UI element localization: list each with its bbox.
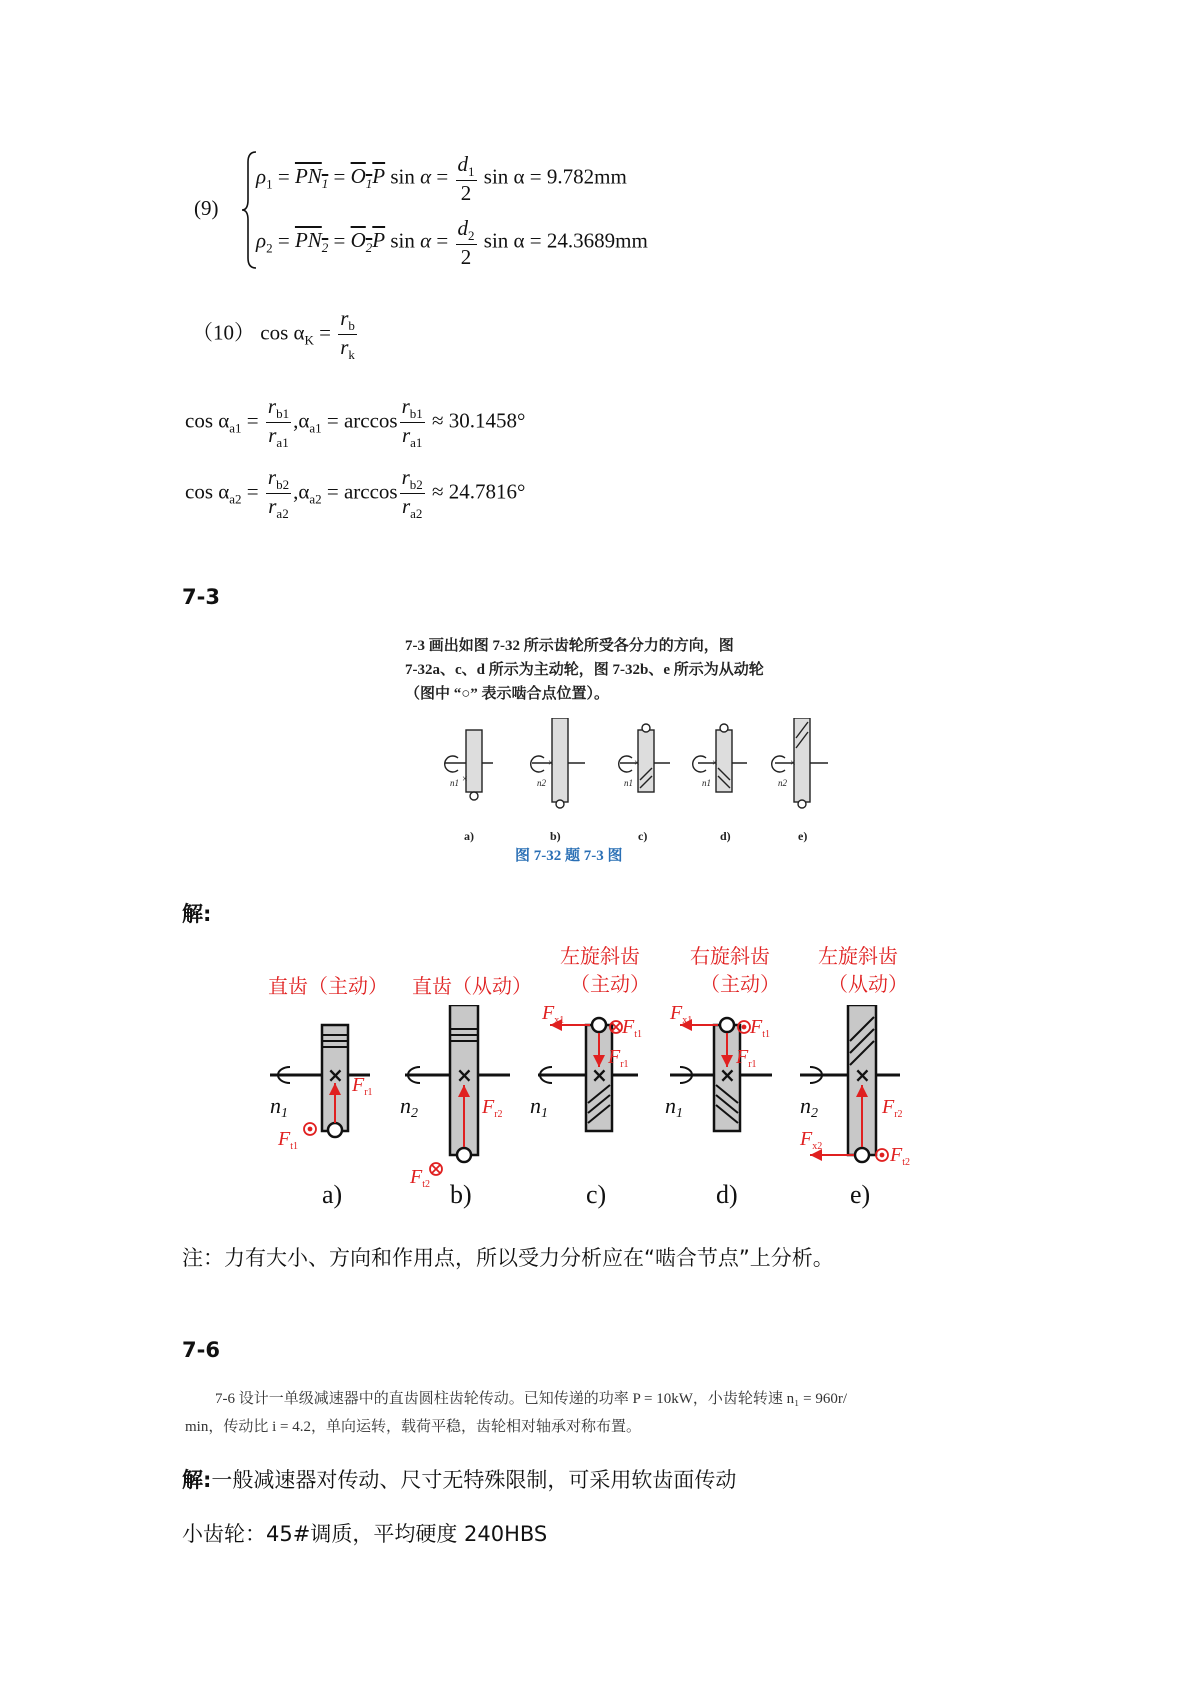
eq9-row1: $\rho_1 = PN_1 = O_1P$ sin α = $\frac{d_1}{2}$ sin α = 9.782mm: [256, 152, 627, 206]
section-7-6-heading: 7-6: [182, 1338, 220, 1362]
problem-7-3-n-a: n1: [450, 778, 459, 788]
eq9-row2: $\rho_2 = PN_2 = O_2P$ sin α = $\frac{d_2}{2}$ sin α = 24.3689mm: [256, 216, 648, 270]
problem-7-3-caption: 图 7-32 题 7-3 图: [515, 848, 623, 864]
svg-text:Ft2: $F_{t2}$: [890, 1144, 910, 1168]
title-a: 直齿（主动）: [268, 974, 388, 998]
svg-text:×: ×: [548, 758, 554, 769]
problem-7-3-n-e: n2: [778, 778, 787, 788]
svg-text:×: ×: [462, 774, 468, 785]
svg-text:Fx1: $F_{x1}$: [542, 1005, 565, 1026]
svg-text:Ft2: $F_{t2}$: [410, 1166, 430, 1190]
svg-text:n2: n2: [800, 1093, 818, 1121]
problem-7-3-scan: [380, 628, 850, 868]
title-b: 直齿（从动）: [412, 974, 532, 998]
solution-sublabel-e: e): [850, 1180, 871, 1209]
solution-sublabels: [260, 1180, 940, 1214]
section-7-3-heading: 7-3: [182, 585, 220, 609]
solution-7-6-text: 一般减速器对传动、尺寸无特殊限制，可采用软齿面传动: [211, 1468, 737, 1492]
svg-text:n1: n1: [665, 1093, 683, 1121]
solution-sublabel-b: b): [450, 1180, 472, 1209]
problem-7-3-n-d: n1: [702, 778, 711, 788]
svg-text:×: ×: [712, 758, 718, 769]
problem-7-3-sublabel-e: e): [798, 829, 808, 843]
solution-7-6-label: 解:: [182, 1468, 212, 1492]
title-c-2: （主动）: [570, 972, 650, 996]
svg-text:×: ×: [456, 1063, 473, 1087]
svg-text:×: ×: [854, 1063, 871, 1087]
title-c: 左旋斜齿: [560, 944, 640, 968]
title-d: 右旋斜齿: [690, 944, 770, 968]
solution-label: 解:: [182, 902, 212, 926]
solution-7-6: [182, 1464, 736, 1494]
svg-text:×: ×: [327, 1063, 344, 1087]
problem-7-3-sublabel-c: c): [638, 829, 648, 843]
problem-7-3-n-c: n1: [624, 778, 633, 788]
svg-text:Fx1: $F_{x1}$: [670, 1005, 693, 1026]
note-text: 注：力有大小、方向和作用点，所以受力分析应在“啮合节点”上分析。: [182, 1246, 834, 1270]
problem-7-3-n-b: n2: [537, 778, 546, 788]
svg-text:×: ×: [790, 758, 796, 769]
svg-text:Fr1: $F_{r1}$: [352, 1074, 373, 1098]
solution-sublabel-c: c): [586, 1180, 607, 1209]
svg-text:Fr1: $F_{r1}$: [736, 1046, 757, 1070]
svg-text:×: ×: [634, 758, 640, 769]
svg-text:Fr1: $F_{r1}$: [608, 1046, 629, 1070]
problem-7-3-gear-diagram: [380, 718, 850, 843]
eq-alpha-a1: $\cos \alpha_{a1}$ = $\frac{r_{b1}}{r_{a1}}$ $,\alpha_{a1} = \arccos$ $\frac{r_{b1}}{r_{a1}}$ ≈ 30.1458°: [185, 394, 526, 451]
solution-figure-titles: [260, 938, 940, 1008]
svg-text:Fx2: $F_{x2}$: [800, 1128, 823, 1152]
svg-text:Fr2: $F_{r2}$: [882, 1096, 903, 1120]
problem-7-3-sublabel-a: a): [464, 829, 474, 843]
problem-7-3-sublabel-b: b): [550, 829, 561, 843]
problem-7-3-line2: 7-32a、c、d 所示为主动轮，图 7-32b、e 所示为从动轮: [405, 662, 764, 678]
svg-text:Ft1: $F_{t1}$: [278, 1128, 298, 1152]
svg-text:Ft1: $F_{t1}$: [622, 1016, 642, 1040]
svg-text:n2: n2: [400, 1093, 418, 1121]
problem-7-6-line1: 7-6 设计一单级减速器中的直齿圆柱齿轮传动。已知传递的功率 P = 10kW，小齿轮转速 n₁ = 960r/: [215, 1391, 848, 1407]
svg-text:n1: n1: [530, 1093, 548, 1121]
problem-7-6-line2: min，传动比 i = 4.2，单向运转，载荷平稳，齿轮相对轴承对称布置。: [185, 1419, 641, 1435]
problem-7-3-line1: 7-3 画出如图 7-32 所示齿轮所受各分力的方向，图: [405, 638, 734, 654]
solution-sublabel-a: a): [322, 1180, 343, 1209]
title-e: 左旋斜齿: [818, 944, 898, 968]
eq10: （10） $\cos \alpha_K$ = $\frac{r_b}{r_k}$: [192, 306, 355, 363]
pinion-material: 小齿轮：45#调质，平均硬度 240HBS: [182, 1522, 548, 1546]
svg-text:×: ×: [591, 1063, 608, 1087]
solution-gear-diagram: [260, 1005, 940, 1205]
svg-text:n1: n1: [270, 1093, 288, 1121]
title-d-2: （主动）: [700, 972, 780, 996]
title-e-2: （从动）: [828, 972, 908, 996]
problem-7-3-sublabel-d: d): [720, 829, 731, 843]
problem-7-6-scan: [185, 1383, 1005, 1443]
problem-7-3-line3: （图中 “○” 表示啮合点位置）。: [405, 686, 610, 702]
eq-alpha-a2: $\cos \alpha_{a2}$ = $\frac{r_{b2}}{r_{a2}}$ $,\alpha_{a2} = \arccos$ $\frac{r_{b2}}{r_{a2}}$ ≈ 24.7816°: [185, 465, 526, 522]
svg-text:Fr2: $F_{r2}$: [482, 1096, 503, 1120]
solution-sublabel-d: d): [716, 1180, 738, 1209]
svg-text:×: ×: [719, 1063, 736, 1087]
svg-text:Ft1: $F_{t1}$: [750, 1016, 770, 1040]
eq9-label: (9): [194, 196, 219, 220]
